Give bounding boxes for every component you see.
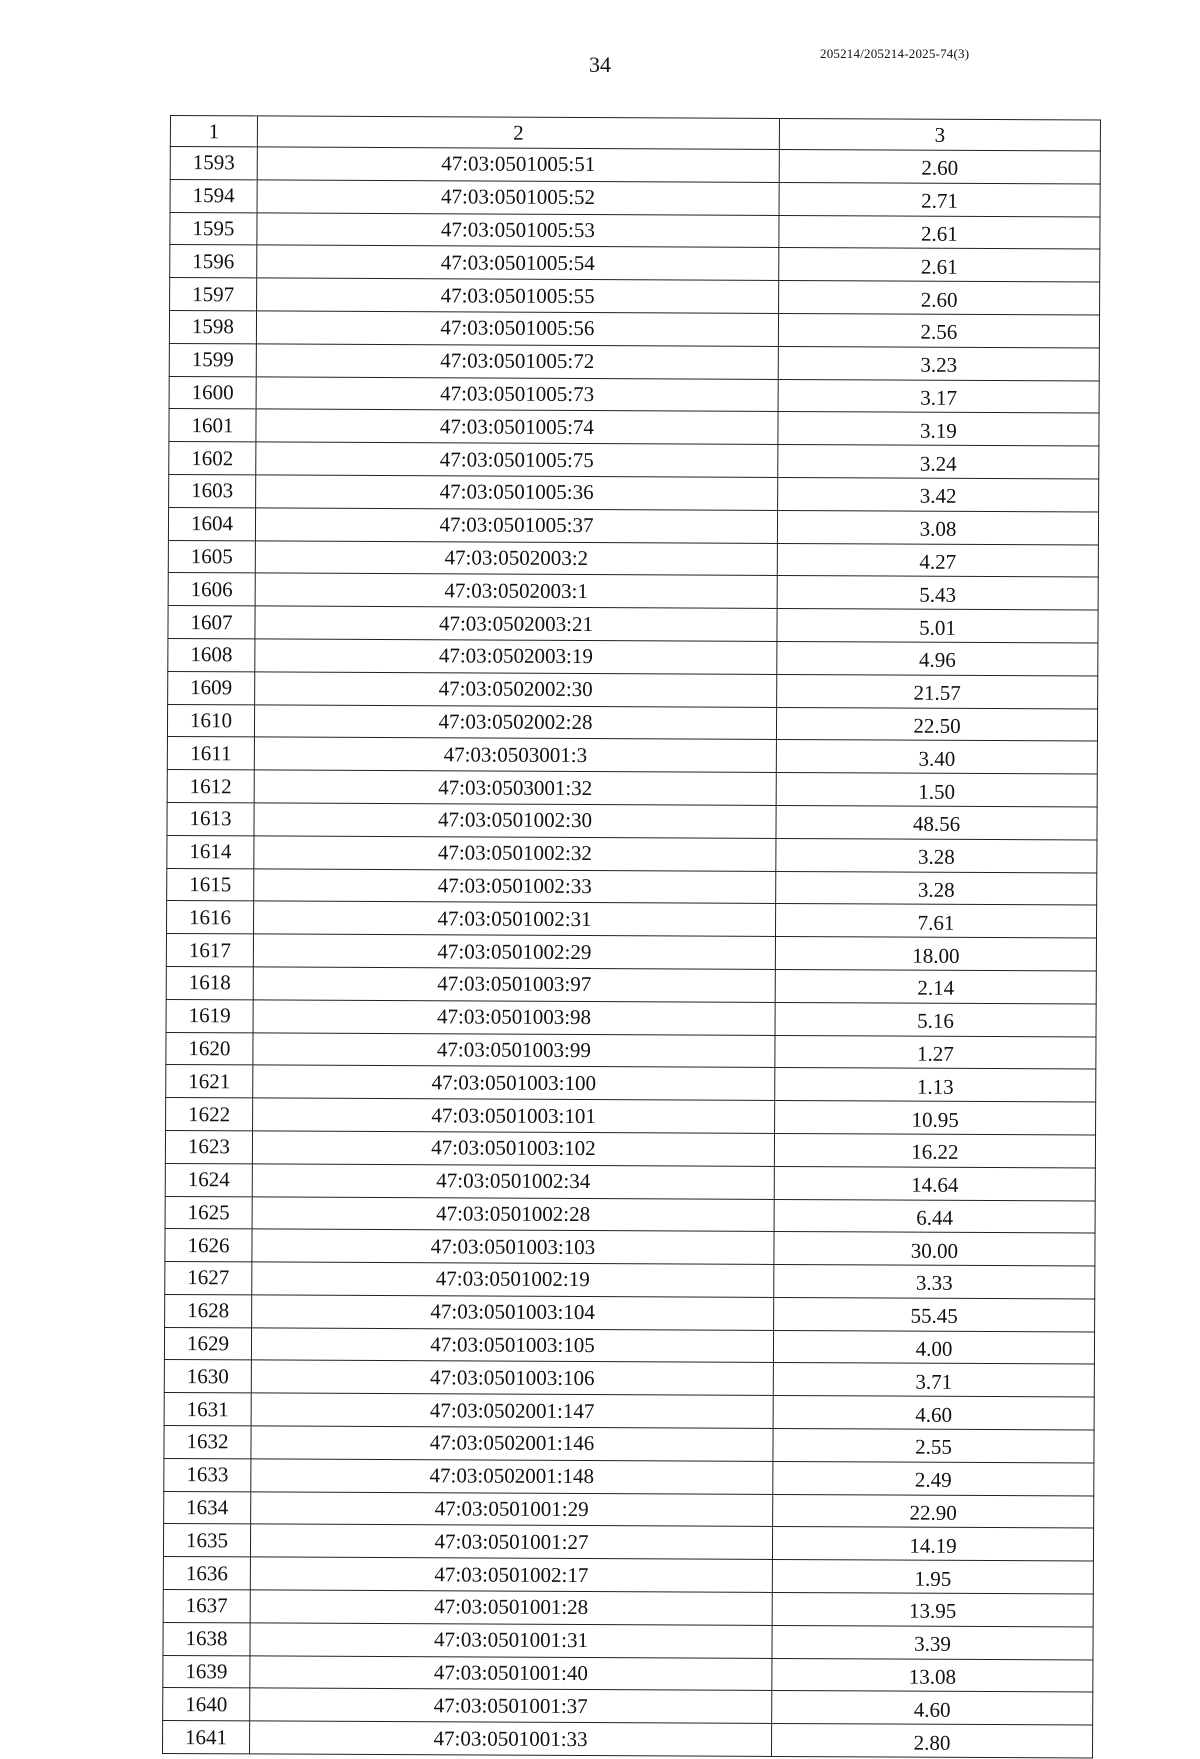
row-number: 1605 — [168, 540, 255, 573]
table-header — [170, 116, 1100, 152]
area-value: 5.16 — [775, 1002, 1096, 1036]
table-row — [167, 704, 1097, 741]
cadastral-number: 47:03:0502003:19 — [255, 639, 777, 674]
cadastral-number: 47:03:0501003:97 — [253, 967, 775, 1002]
area-value: 2.61 — [779, 215, 1100, 249]
row-number: 1634 — [164, 1491, 251, 1524]
table-row — [164, 1426, 1094, 1463]
table-row — [164, 1393, 1094, 1430]
column-header-1: 1 — [170, 116, 257, 147]
table-row — [168, 606, 1098, 643]
area-value: 3.42 — [778, 477, 1099, 511]
cadastral-table — [162, 115, 1101, 1759]
row-number: 1595 — [170, 212, 257, 245]
table-row — [165, 1196, 1095, 1233]
area-value: 3.33 — [774, 1265, 1095, 1299]
table-row — [165, 1163, 1095, 1200]
area-value: 3.23 — [778, 346, 1099, 380]
cadastral-number: 47:03:0501003:100 — [253, 1065, 775, 1100]
column-header-3: 3 — [779, 118, 1100, 151]
area-value: 2.60 — [779, 281, 1100, 315]
area-value: 3.71 — [773, 1363, 1094, 1397]
row-number: 1618 — [166, 966, 253, 999]
cadastral-number: 47:03:0501005:56 — [256, 311, 778, 346]
cadastral-number: 47:03:0501003:101 — [253, 1098, 775, 1133]
column-header-2: 2 — [257, 116, 779, 150]
table-row — [167, 737, 1097, 774]
area-value: 3.17 — [778, 379, 1099, 413]
row-number: 1612 — [167, 770, 254, 803]
cadastral-number: 47:03:0502001:148 — [251, 1459, 773, 1494]
area-value: 5.01 — [777, 609, 1098, 643]
table-row — [167, 868, 1097, 905]
row-number: 1608 — [168, 638, 255, 671]
document-reference: 205214/205214-2025-74(3) — [820, 46, 970, 61]
table-row — [168, 638, 1098, 675]
row-number: 1621 — [166, 1065, 253, 1098]
area-value: 2.56 — [778, 313, 1099, 347]
cadastral-number: 47:03:0501001:31 — [250, 1623, 772, 1658]
table-row — [165, 1130, 1095, 1167]
cadastral-number: 47:03:0501002:17 — [250, 1557, 772, 1592]
row-number: 1635 — [163, 1524, 250, 1557]
row-number: 1606 — [168, 573, 255, 606]
cadastral-number: 47:03:0501002:32 — [254, 836, 776, 871]
area-value: 22.50 — [776, 707, 1097, 741]
row-number: 1631 — [164, 1393, 251, 1426]
cadastral-number: 47:03:0501005:75 — [256, 442, 778, 477]
row-number: 1628 — [165, 1294, 252, 1327]
cadastral-number: 47:03:0501005:52 — [257, 180, 779, 215]
cadastral-number: 47:03:0502003:1 — [255, 573, 777, 608]
area-value: 2.71 — [779, 182, 1100, 216]
table-row — [166, 1098, 1096, 1135]
row-number: 1611 — [167, 737, 254, 770]
table-row — [166, 901, 1096, 938]
table-row — [170, 212, 1100, 249]
row-number: 1601 — [169, 409, 256, 442]
area-value: 3.28 — [776, 838, 1097, 872]
row-number: 1598 — [169, 310, 256, 343]
row-number: 1614 — [167, 835, 254, 868]
cadastral-number: 47:03:0501003:99 — [253, 1032, 775, 1067]
row-number: 1610 — [167, 704, 254, 737]
page-number: 34 — [589, 52, 611, 77]
cadastral-number: 47:03:0501005:55 — [257, 278, 779, 313]
row-number: 1617 — [166, 934, 253, 967]
row-number: 1596 — [170, 245, 257, 278]
row-number: 1622 — [166, 1098, 253, 1131]
table-row — [163, 1590, 1093, 1627]
row-number: 1627 — [165, 1262, 252, 1295]
table-row — [169, 310, 1099, 347]
row-number: 1604 — [168, 507, 255, 540]
area-value: 4.00 — [773, 1330, 1094, 1364]
area-value: 14.19 — [772, 1527, 1093, 1561]
cadastral-number: 47:03:0503001:3 — [254, 737, 776, 772]
row-number: 1594 — [170, 179, 257, 212]
area-value: 2.49 — [773, 1461, 1094, 1495]
cadastral-number: 47:03:0501002:29 — [253, 934, 775, 969]
area-value: 2.55 — [773, 1429, 1094, 1463]
row-number: 1625 — [165, 1196, 252, 1229]
row-number: 1616 — [166, 901, 253, 934]
table-row — [168, 540, 1098, 577]
area-value: 4.60 — [772, 1691, 1093, 1725]
table-row — [166, 1032, 1096, 1069]
row-number: 1629 — [164, 1327, 251, 1360]
table-row — [163, 1688, 1093, 1725]
table-row — [166, 1065, 1096, 1102]
table-body — [162, 147, 1100, 1759]
table-row — [165, 1229, 1095, 1266]
cadastral-number: 47:03:0502002:30 — [255, 672, 777, 707]
table-row — [163, 1655, 1093, 1692]
area-value: 2.80 — [771, 1724, 1092, 1758]
cadastral-number: 47:03:0501005:72 — [256, 344, 778, 379]
row-number: 1615 — [167, 868, 254, 901]
table-row — [168, 507, 1098, 544]
cadastral-number: 47:03:0502003:2 — [255, 540, 777, 575]
cadastral-number: 47:03:0502002:28 — [254, 704, 776, 739]
row-number: 1632 — [164, 1426, 251, 1459]
area-value: 1.50 — [776, 773, 1097, 807]
cadastral-number: 47:03:0501001:33 — [249, 1721, 771, 1756]
area-value: 1.13 — [775, 1068, 1096, 1102]
table-row — [168, 573, 1098, 610]
cadastral-number: 47:03:0501001:29 — [251, 1492, 773, 1527]
row-number: 1599 — [169, 343, 256, 376]
cadastral-number: 47:03:0501005:36 — [256, 475, 778, 510]
cadastral-number: 47:03:0501003:104 — [252, 1295, 774, 1330]
row-number: 1613 — [167, 802, 254, 835]
row-number: 1633 — [164, 1458, 251, 1491]
cadastral-number: 47:03:0503001:32 — [254, 770, 776, 805]
cadastral-number: 47:03:0501002:34 — [252, 1164, 774, 1199]
cadastral-number: 47:03:0501002:31 — [253, 901, 775, 936]
area-value: 22.90 — [773, 1494, 1094, 1528]
row-number: 1636 — [163, 1557, 250, 1590]
cadastral-number: 47:03:0501003:103 — [252, 1229, 774, 1264]
table-row — [167, 835, 1097, 872]
cadastral-number: 47:03:0501001:27 — [250, 1524, 772, 1559]
cadastral-number: 47:03:0502003:21 — [255, 606, 777, 641]
area-value: 6.44 — [774, 1199, 1095, 1233]
row-number: 1600 — [169, 376, 256, 409]
table-row — [170, 245, 1100, 282]
cadastral-number: 47:03:0501005:37 — [255, 508, 777, 543]
row-number: 1630 — [164, 1360, 251, 1393]
table-row — [169, 474, 1099, 511]
cadastral-number: 47:03:0501003:102 — [252, 1131, 774, 1166]
table-container — [162, 115, 1100, 1759]
row-number: 1638 — [163, 1622, 250, 1655]
table-row — [168, 671, 1098, 708]
row-number: 1620 — [166, 1032, 253, 1065]
area-value: 3.28 — [776, 871, 1097, 905]
cadastral-number: 47:03:0501002:19 — [252, 1262, 774, 1297]
table-row — [169, 376, 1099, 413]
table-row — [165, 1262, 1095, 1299]
row-number: 1639 — [163, 1655, 250, 1688]
area-value: 7.61 — [775, 904, 1096, 938]
table-row — [166, 966, 1096, 1003]
cadastral-number: 47:03:0501005:73 — [256, 377, 778, 412]
header-row — [170, 116, 1100, 152]
row-number: 1624 — [165, 1163, 252, 1196]
table-row — [167, 802, 1097, 839]
table-row — [169, 409, 1099, 446]
area-value: 2.61 — [779, 248, 1100, 282]
area-value: 5.43 — [777, 576, 1098, 610]
area-value: 14.64 — [774, 1166, 1095, 1200]
cadastral-number: 47:03:0502001:146 — [251, 1426, 773, 1461]
area-value: 3.40 — [776, 740, 1097, 774]
table-row — [162, 1721, 1092, 1758]
table-row — [165, 1294, 1095, 1331]
table-row — [164, 1360, 1094, 1397]
row-number: 1619 — [166, 999, 253, 1032]
area-value: 13.08 — [772, 1658, 1093, 1692]
area-value: 3.19 — [778, 412, 1099, 446]
table-row — [164, 1458, 1094, 1495]
area-value: 16.22 — [774, 1133, 1095, 1167]
area-value: 2.14 — [775, 969, 1096, 1003]
cadastral-number: 47:03:0502001:147 — [251, 1393, 773, 1428]
area-value: 10.95 — [775, 1101, 1096, 1135]
area-value: 48.56 — [776, 805, 1097, 839]
table-row — [170, 147, 1100, 184]
table-row — [163, 1557, 1093, 1594]
row-number: 1623 — [165, 1130, 252, 1163]
table-row — [164, 1491, 1094, 1528]
row-number: 1640 — [163, 1688, 250, 1721]
table-row — [169, 343, 1099, 380]
row-number: 1593 — [170, 147, 257, 180]
area-value: 30.00 — [774, 1232, 1095, 1266]
table-row — [166, 999, 1096, 1036]
row-number: 1641 — [162, 1721, 249, 1754]
cadastral-number: 47:03:0501002:33 — [254, 868, 776, 903]
row-number: 1637 — [163, 1590, 250, 1623]
table-row — [170, 278, 1100, 315]
cadastral-number: 47:03:0501005:51 — [257, 147, 779, 182]
area-value: 1.95 — [772, 1560, 1093, 1594]
cadastral-number: 47:03:0501005:53 — [257, 213, 779, 248]
cadastral-number: 47:03:0501001:28 — [250, 1590, 772, 1625]
area-value: 4.27 — [777, 543, 1098, 577]
row-number: 1602 — [169, 442, 256, 475]
cadastral-number: 47:03:0501005:54 — [257, 245, 779, 280]
table-row — [169, 442, 1099, 479]
area-value: 13.95 — [772, 1593, 1093, 1627]
area-value: 3.08 — [777, 510, 1098, 544]
row-number: 1626 — [165, 1229, 252, 1262]
area-value: 4.96 — [777, 641, 1098, 675]
area-value: 21.57 — [777, 674, 1098, 708]
area-value: 3.24 — [778, 445, 1099, 479]
row-number: 1603 — [169, 474, 256, 507]
cadastral-number: 47:03:0501005:74 — [256, 409, 778, 444]
area-value: 1.27 — [775, 1035, 1096, 1069]
cadastral-number: 47:03:0501001:40 — [250, 1656, 772, 1691]
cadastral-number: 47:03:0501001:37 — [250, 1688, 772, 1723]
area-value: 3.39 — [772, 1625, 1093, 1659]
table-row — [166, 934, 1096, 971]
row-number: 1609 — [168, 671, 255, 704]
area-value: 2.60 — [779, 149, 1100, 183]
cadastral-number: 47:03:0501002:30 — [254, 803, 776, 838]
cadastral-number: 47:03:0501003:105 — [251, 1328, 773, 1363]
area-value: 18.00 — [775, 937, 1096, 971]
table-row — [170, 179, 1100, 216]
area-value: 4.60 — [773, 1396, 1094, 1430]
row-number: 1607 — [168, 606, 255, 639]
area-value: 55.45 — [774, 1297, 1095, 1331]
table-row — [163, 1622, 1093, 1659]
row-number: 1597 — [170, 278, 257, 311]
table-row — [163, 1524, 1093, 1561]
cadastral-number: 47:03:0501003:106 — [251, 1360, 773, 1395]
cadastral-number: 47:03:0501002:28 — [252, 1196, 774, 1231]
cadastral-number: 47:03:0501003:98 — [253, 1000, 775, 1035]
table-row — [164, 1327, 1094, 1364]
table-row — [167, 770, 1097, 807]
